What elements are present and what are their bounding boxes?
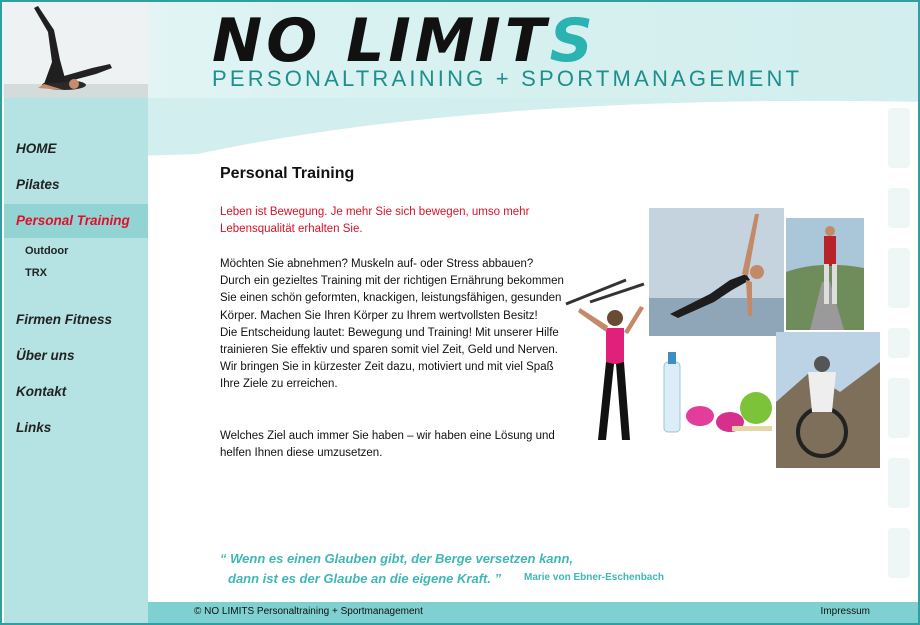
quote-text — [220, 549, 573, 589]
paragraph: Möchten Sie abnehmen? Muskeln auf- oder Stress abbauen? Durch ein gezieltes Training mit der richtigen Ernährung bekommen Sie einen schön geformten, knackigen, leistungsfähigen, gesunden Körper. Machen Sie Ihren Körper zu Ihrem wertvollsten Besitz! — [220, 258, 564, 322]
nav-item-personal-training[interactable]: Personal Training — [4, 204, 148, 238]
body-text — [220, 256, 565, 394]
main-content — [148, 98, 918, 602]
header-photo-pilates — [4, 2, 148, 98]
quote-author: Marie von Ebner-Eschenbach — [524, 572, 665, 583]
tagline: PERSONALTRAINING + SPORTMANAGEMENT — [212, 66, 803, 91]
nav-subitem-trx[interactable]: TRX — [25, 267, 47, 279]
header-curve-decoration — [148, 98, 918, 156]
closing-text: Welches Ziel auch immer Sie haben – wir haben eine Lösung und helfen Ihnen diese umzusetzen. — [220, 430, 555, 460]
mountain-bike-photo — [776, 332, 880, 468]
nav-item-pilates[interactable]: Pilates — [16, 177, 60, 192]
logo-wordmark[interactable]: NO LIMITS — [212, 6, 597, 76]
page-title: Personal Training — [220, 165, 355, 182]
water-bottle-dumbbells-photo — [664, 352, 772, 432]
sidebar — [4, 98, 148, 623]
impressum-link[interactable]: Impressum — [820, 606, 870, 617]
footer-copyright: © NO LIMITS Personaltraining + Sportmanagement — [194, 606, 423, 617]
lead-text: Leben ist Bewegung. Je mehr Sie sich bewegen, umso mehr Lebensqualität erhalten Sie. — [220, 206, 530, 235]
quote-line: “ Wenn es einen Glauben gibt, der Berge versetzen kann, — [220, 551, 574, 566]
page-frame — [2, 2, 918, 623]
nav-item-home[interactable]: HOME — [16, 141, 57, 156]
nav-item-kontakt[interactable]: Kontakt — [16, 384, 67, 399]
nav-subitem-outdoor[interactable]: Outdoor — [25, 245, 69, 257]
yoga-photo — [649, 208, 784, 336]
fitness-photo-collage — [560, 202, 890, 472]
nav-item-ueber-uns[interactable]: Über uns — [16, 348, 75, 363]
paragraph: Die Entscheidung lautet: Bewegung und Training! Mit unserer Hilfe trainieren Sie effektiv und sparen somit viel Zeit, Geld und Nerven. Wir bringen Sie in kürzester Zeit dazu, motiviert und mit viel Spaß Ihre Ziele zu erreichen. — [220, 326, 559, 391]
nordic-walking-photo — [786, 218, 864, 330]
footer — [148, 602, 918, 623]
header — [2, 2, 918, 98]
trx-training-photo — [566, 280, 644, 440]
nav-item-firmen-fitness[interactable]: Firmen Fitness — [16, 312, 113, 327]
nav-item-links[interactable]: Links — [16, 420, 52, 435]
quote-line: dann ist es der Glaube an die eigene Kraft. ” — [228, 571, 502, 586]
sidebar-bottom — [4, 602, 148, 623]
